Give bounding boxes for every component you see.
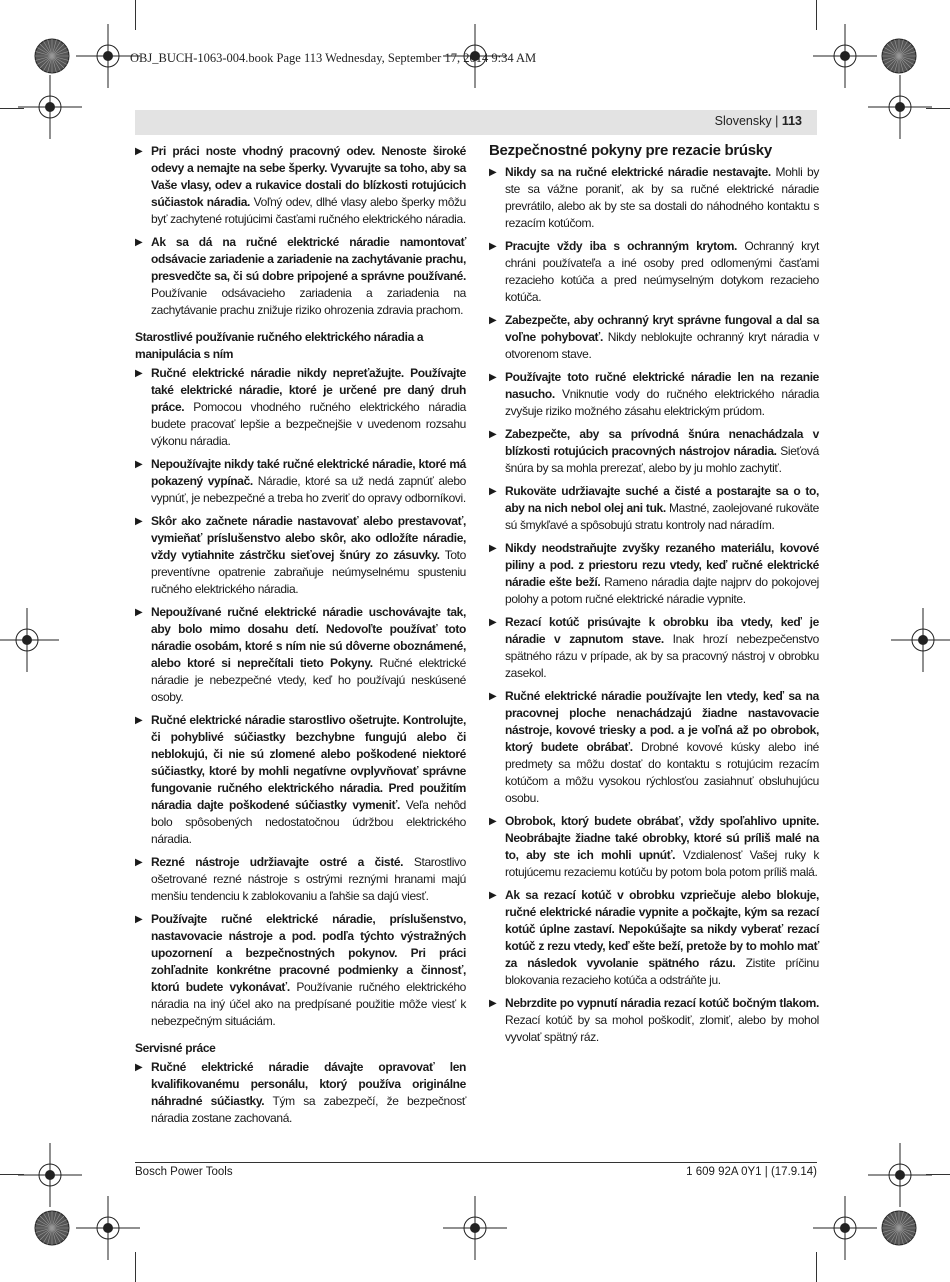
triangle-right-icon: ▶ [489,543,497,554]
list-item-bold: Ručné elektrické náradie používajte len vtedy, keď sa na pracovnej ploche nenachádzajú žiadne nastavovacie nástroje, kovové triesky a pod. a je voľná až po obrobok, ktorý budete obrábať. [505,689,819,754]
triangle-right-icon: ▶ [135,857,143,868]
list-item-bold: Používajte toto ručné elektrické náradie len na rezanie nasucho. [505,370,819,401]
list-item-bold: Rukoväte udržiavajte suché a čisté a postarajte sa o to, aby na nich nebol olej ani tuk. [505,484,819,515]
list-item [489,813,819,881]
section-heading-cutoff-saws: Bezpečnostné pokyny pre rezacie brúsky [489,142,772,159]
triangle-right-icon: ▶ [489,816,497,827]
registration-mark-icon [18,1143,82,1207]
list-item-text: Veľa nehôd bolo spôsobených nedostatočnou údržbou elektrického náradia. [151,798,466,846]
list-item [489,312,819,363]
crop-guide [926,108,950,109]
list-item [135,712,466,848]
list-item [135,911,466,1030]
section-heading-careful-use: Starostlivé používanie ručného elektrického náradia a manipulácia s ním [135,330,424,361]
crop-guide [0,1174,24,1175]
list-item-text: Rezací kotúč by sa mohol poškodiť, zlomiť, alebo by mohol vyvolať spätný ráz. [505,1013,819,1044]
triangle-right-icon: ▶ [489,315,497,326]
crop-guide [816,1252,817,1282]
list-item-bold: Ak sa dá na ručné elektrické náradie namontovať odsávacie zariadenie a zariadenie na zachytávanie prachu, presvedčte sa, či sú dobre pripojené a správne používané. [151,235,466,283]
triangle-right-icon: ▶ [135,237,143,248]
list-item-bold: Rezací kotúč prisúvajte k obrobku iba vtedy, keď je náradie v zapnutom stave. [505,615,819,646]
header-separator: | [771,114,782,128]
triangle-right-icon: ▶ [489,998,497,1009]
page-number: 113 [781,114,802,128]
section-heading-service: Servisné práce [135,1041,216,1055]
list-item-text: Ručné elektrické náradie je nebezpečné vtedy, keď ho používajú neskúsené osoby. [151,656,466,704]
registration-mark-icon [34,38,70,74]
right-column [489,143,819,1052]
list-item-text: Mastné, zaolejované rukoväte sú šmykľavé a spôsobujú stratu kontroly nad náradím. [505,501,819,532]
list-item-text: Nikdy neblokujte ochranný kryt náradia v otvorenom stave. [505,330,819,361]
registration-mark-icon [443,1196,507,1260]
crop-guide [135,0,136,30]
list-item-bold: Nepoužívané ručné elektrické náradie uschovávajte tak, aby bolo mimo dosahu detí. Nedovoľte používať toto náradie osobám, ktoré s ním nie sú dôverne oboznámené, alebo ktoré si neprečítali tieto Pokyny. [151,605,466,670]
list-item-text: Toto preventívne opatrenie zabraňuje neúmyselnému spusteniu ručného elektrického náradia. [151,548,466,596]
list-item-text: Rameno náradia dajte najprv do pokojovej polohy a potom ručné elektrické náradie vypnite. [505,575,819,606]
list-item [489,369,819,420]
list-item [489,238,819,306]
registration-mark-icon [881,1210,917,1246]
footer-doc-number: 1 609 92A 0Y1 | (17.9.14) [686,1166,817,1178]
list-item-bold: Používajte ručné elektrické náradie, príslušenstvo, nastavovacie nástroje a pod. podľa týchto výstražných upozornení a bezpečnostných pokynov. Pri práci zohľadnite konkrétne pracovné podmienky a činnosť, ktorú budete vykonávať. [151,912,466,994]
triangle-right-icon: ▶ [489,429,497,440]
list-item-bold: Zabezpečte, aby sa prívodná šnúra nenachádzala v blízkosti rotujúcich pracovných nástrojov náradia. [505,427,819,458]
triangle-right-icon: ▶ [135,516,143,527]
list-item-text: Používanie odsávacieho zariadenia a zariadenia na zachytávanie prachu znižuje riziko ohrozenia zdravia prachom. [151,286,466,317]
list-item-text: Sieťová šnúra by sa mohla prerezať, alebo by ju mohlo zachytiť. [505,444,819,475]
list-item-bold: Skôr ako začnete náradie nastavovať alebo prestavovať, vymieňať príslušenstvo alebo skôr, ako odložíte náradie, vždy vytiahnite zástrčku sieťovej šnúry zo zásuvky. [151,514,466,562]
triangle-right-icon: ▶ [489,167,497,178]
list-item-text: Vniknutie vody do ručného elektrického náradia zvyšuje riziko možného zásahu elektrickým prúdom. [505,387,819,418]
triangle-right-icon: ▶ [489,890,497,901]
list-item-bold: Pri práci noste vhodný pracovný odev. Nenoste široké odevy a nemajte na sebe šperky. Vyvarujte sa toho, aby sa Vaše vlasy, odev a rukavice dostali do blízkosti rotujúcich súčiastok náradia. [151,144,466,209]
registration-mark-icon [891,608,950,672]
header-language: Slovensky [714,114,772,128]
running-header [135,110,817,135]
list-item [489,483,819,534]
triangle-right-icon: ▶ [489,617,497,628]
triangle-right-icon: ▶ [489,486,497,497]
safety-list-careful-use [135,365,466,1030]
registration-mark-icon [18,75,82,139]
crop-guide [816,0,817,30]
list-item-text: Náradie, ktoré sa už nedá zapnúť alebo vypnúť, je nebezpečné a treba ho zveriť do opravy odborníkovi. [151,474,467,505]
list-item-bold: Nepoužívajte nikdy také ručné elektrické náradie, ktoré má pokazený vypínač. [151,457,466,488]
triangle-right-icon: ▶ [489,691,497,702]
footer-rule [135,1162,817,1163]
list-item [489,540,819,608]
safety-list-clothing [135,143,466,319]
list-item-text: Pomocou vhodného ručného elektrického náradia budete pracovať lepšie a bezpečnejšie v uvedenom rozsahu výkonu náradia. [151,400,466,448]
list-item-text: Ochranný kryt chráni používateľa a iné osoby pred odlomenými časťami rezacieho kotúča a pred neúmyselným dotykom rezacieho kotúča. [505,239,820,304]
crop-guide [0,108,24,109]
list-item-bold: Nikdy sa na ručné elektrické náradie nestavajte. [505,165,771,179]
list-item [135,854,466,905]
safety-list-service [135,1059,466,1127]
list-item [489,164,819,232]
list-item-bold: Ak sa rezací kotúč v obrobku vzpriečuje alebo blokuje, ručné elektrické náradie vypnite a počkajte, kým sa rezací kotúč úplne zastaví. Nepokúšajte sa nikdy vyberať rezací kotúč z rezu vtedy, keď ešte beží, pretože by to mohlo mať za následok vyvolanie spätného rázu. [505,888,819,970]
list-item-bold: Pracujte vždy iba s ochranným krytom. [505,239,737,253]
list-item-text: Používanie ručného elektrického náradia na iný účel ako na predpísané použitie môže viesť k nebezpečným situáciám. [151,980,466,1028]
list-item-text: Tým sa zabezpečí, že bezpečnosť náradia zostane zachovaná. [151,1094,467,1125]
triangle-right-icon: ▶ [135,607,143,618]
list-item [135,513,466,598]
registration-mark-icon [0,608,59,672]
list-item-bold: Zabezpečte, aby ochranný kryt správne fungoval a dal sa voľne pohybovať. [505,313,819,344]
list-item-bold: Nikdy neodstraňujte zvyšky rezaného materiálu, kovové piliny a pod. z priestoru rezu vtedy, keď ručné elektrické náradie ešte beží. [505,541,819,589]
list-item [135,143,466,228]
safety-list-cutoff-saws [489,164,819,1046]
list-item-text: Starostlivo ošetrované rezné nástroje s ostrými reznými hranami majú menšiu tendenciu k zablokovaniu a ľahšie sa dajú viesť. [151,855,466,903]
registration-mark-icon [868,75,932,139]
list-item [489,426,819,477]
registration-mark-icon [813,1196,877,1260]
list-item-bold: Obrobok, ktorý budete obrábať, vždy spoľahlivo upnite. Neobrábajte žiadne také obrobky, ktoré sú príliš malé na to, aby ste ich mohli upnúť. [505,814,819,862]
list-item [135,365,466,450]
list-item-bold: Ručné elektrické náradie starostlivo ošetrujte. Kontrolujte, či pohyblivé súčiastky bezchybne fungujú alebo či neblokujú, či nie sú zlomené alebo poškodené niektoré súčiastky, ktoré by mohli negatívne ovplyvňovať správne fungovanie ručného elektrického náradia. Pred použitím náradia dajte poškodené súčiastky vymeniť. [151,713,466,812]
triangle-right-icon: ▶ [135,146,143,157]
triangle-right-icon: ▶ [135,1062,143,1073]
list-item-bold: Nebrzdite po vypnutí náradia rezací kotúč bočným tlakom. [505,996,819,1010]
list-item [135,1059,466,1127]
list-item [489,995,819,1046]
list-item [489,887,819,989]
crop-guide [926,1174,950,1175]
triangle-right-icon: ▶ [135,459,143,470]
running-header-label [715,114,802,128]
list-item-text: Drobné kovové kúsky alebo iné predmety sa môžu dostať do kontaktu s rotujúcim rezacím kotúčom a môžu vysokou rýchlosťou zasiahnuť obsluhujúcu osobu. [505,740,819,805]
list-item [489,688,819,807]
left-column [135,143,466,1133]
registration-mark-icon [881,38,917,74]
list-item-bold: Ručné elektrické náradie dávajte opravovať len kvalifikovanému personálu, ktorý používa originálne náhradné súčiastky. [151,1060,466,1108]
triangle-right-icon: ▶ [135,368,143,379]
list-item-bold: Ručné elektrické náradie nikdy nepreťažujte. Používajte také elektrické náradie, ktoré je určené pre daný druh práce. [151,366,466,414]
list-item-text: Vzdialenosť Vašej ruky k rotujúcemu rezaciemu kotúču by potom bola potom príliš malá. [505,848,819,879]
triangle-right-icon: ▶ [489,372,497,383]
registration-mark-icon [868,1143,932,1207]
book-file-header: OBJ_BUCH-1063-004.book Page 113 Wednesday, September 17, 2014 9:34 AM [130,51,537,65]
list-item-text: Mohli by ste sa vážne poraniť, ak by sa ručné elektrické náradie prevrátilo, alebo ak by ste sa dostali do náhodného kontaktu s rezacím kotúčom. [505,165,819,230]
list-item-text: Zistite príčinu blokovania rezacieho kotúča a odstráňte ju. [505,956,819,987]
list-item-text: Inak hrozí nebezpečenstvo spätného rázu v prípade, ak by sa pracovný nástroj v obrobku zasekol. [505,632,819,680]
list-item-bold: Rezné nástroje udržiavajte ostré a čisté. [151,855,404,869]
list-item [135,604,466,706]
list-item [135,456,466,507]
triangle-right-icon: ▶ [135,715,143,726]
list-item-text: Voľný odev, dlhé vlasy alebo šperky môžu byť zachytené rotujúcimi časťami ručného elektrického náradia. [151,195,466,226]
footer-brand: Bosch Power Tools [135,1166,233,1178]
registration-mark-icon [34,1210,70,1246]
crop-guide [135,1252,136,1282]
registration-mark-icon [76,1196,140,1260]
list-item [135,234,466,319]
triangle-right-icon: ▶ [135,914,143,925]
triangle-right-icon: ▶ [489,241,497,252]
list-item [489,614,819,682]
